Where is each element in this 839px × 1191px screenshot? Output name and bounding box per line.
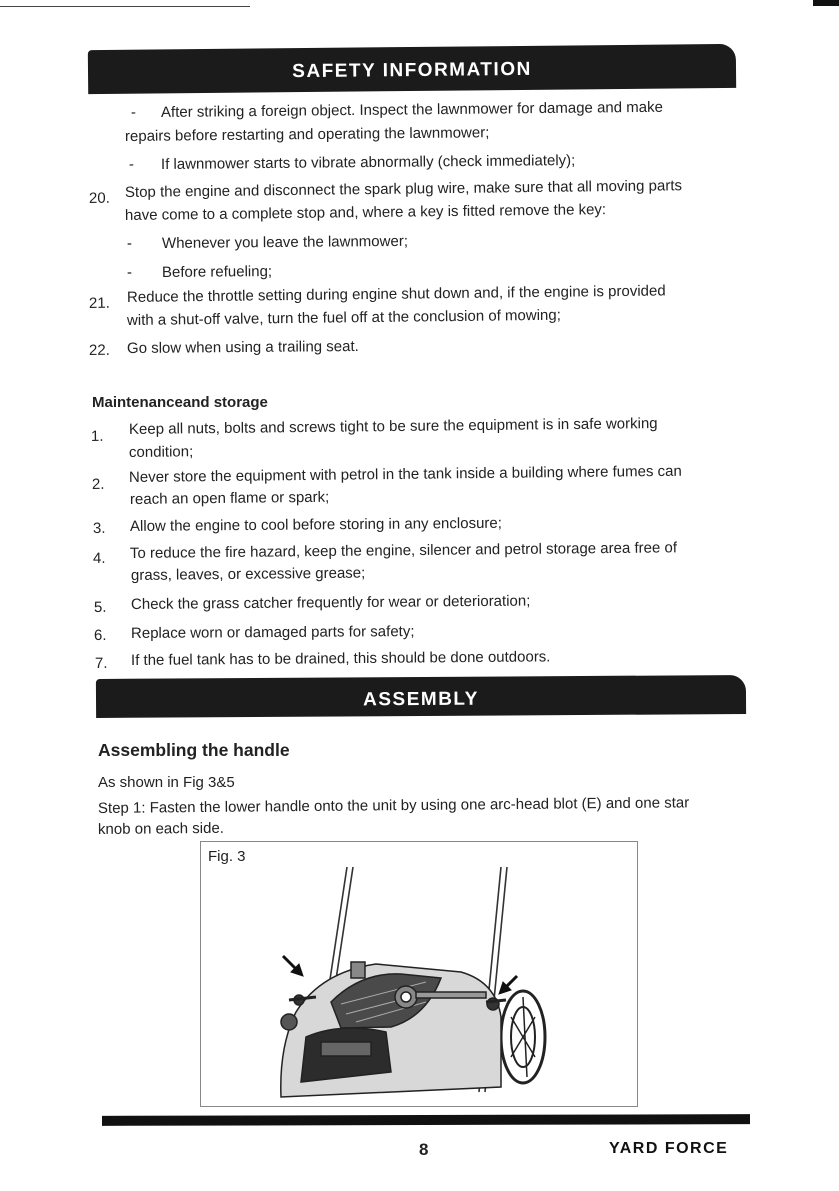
assembly-fig-reference: As shown in Fig 3&5 [98,774,235,791]
figure-label: Fig. 3 [208,848,246,865]
safety-item-number-22: 22. [88,341,110,359]
rear-wheel [501,991,545,1083]
safety-item-text-21: Reduce the throttle setting during engine shut down and, if the engine is provided [126,282,666,306]
safety-item-text-2: If lawnmower starts to vibrate abnormally (check immediately); [160,152,576,173]
top-rule [0,6,250,7]
maintenance-item-text-1: Keep all nuts, bolts and screws tight to be sure the equipment is in safe working [128,415,658,438]
maintenance-item-number-5: 5. [93,598,107,616]
assembly-step-1-cont: knob on each side. [97,819,225,838]
maintenance-item-text-4: To reduce the fire hazard, keep the engine, silencer and petrol storage area free of [129,539,678,562]
maintenance-item-number-2: 2. [91,475,105,493]
maintenance-item-number-4: 4. [92,549,106,567]
safety-item-text-3: Whenever you leave the lawnmower; [161,232,409,252]
footer-rule [102,1114,750,1126]
corner-mark [813,0,839,6]
assembly-banner [96,675,746,718]
maintenance-heading: Maintenanceand storage [92,394,268,411]
safety-item-bullet-1 [131,102,136,124]
maintenance-item-text-2: Never store the equipment with petrol in the tank inside a building where fumes can [128,462,682,486]
assembly-step-1: Step 1: Fasten the lower handle onto the unit by using one arc-head blot (E) and one star [97,794,690,817]
maintenance-item-number-6: 6. [93,626,107,644]
assembly-banner-title: ASSEMBLY [363,688,479,711]
safety-item-cont-1: repairs before restarting and operating the lawnmower; [124,124,490,145]
lawnmower-illustration [201,842,638,1107]
safety-item-number-20: 20. [88,189,110,207]
page-number: 8 [419,1140,429,1159]
maintenance-item-text-7: If the fuel tank has to be drained, this should be done outdoors. [130,648,551,669]
safety-item-text-20: Stop the engine and disconnect the spark plug wire, make sure that all moving parts [124,177,683,201]
figure-3 [200,841,638,1107]
safety-item-text-22: Go slow when using a trailing seat. [126,337,359,357]
safety-item-bullet-2: - [128,155,135,173]
safety-information-banner [88,44,736,94]
safety-item-text-4: Before refueling; [161,263,273,281]
maintenance-item-cont-1: condition; [128,443,194,461]
safety-item-bullet-4: - [126,263,133,281]
safety-item-cont-21: with a shut-off valve, turn the fuel off at the conclusion of mowing; [126,306,561,329]
maintenance-item-text-3: Allow the engine to cool before storing in any enclosure; [129,514,502,535]
maintenance-item-text-5: Check the grass catcher frequently for wear or deterioration; [130,592,531,613]
assembling-handle-heading: Assembling the handle [98,740,290,760]
safety-item-text-1: After striking a foreign object. Inspect the lawnmower for damage and make [160,98,663,121]
maintenance-item-cont-2: reach an open flame or spark; [129,488,330,508]
maintenance-item-number-1: 1. [90,427,104,445]
mower-deck [281,962,501,1097]
safety-banner-title: SAFETY INFORMATION [292,58,532,83]
safety-item-number-21: 21. [88,294,110,312]
maintenance-item-cont-4: grass, leaves, or excessive grease; [130,564,366,584]
maintenance-item-number-3: 3. [92,519,106,537]
brand-logo: YARD FORCE [609,1140,729,1157]
maintenance-item-number-7: 7. [94,654,108,672]
safety-item-bullet-3: - [126,234,133,252]
safety-item-cont-20: have come to a complete stop and, where a key is fitted remove the key: [124,201,607,224]
maintenance-item-text-6: Replace worn or damaged parts for safety; [130,623,415,642]
bullet: - [130,103,137,121]
